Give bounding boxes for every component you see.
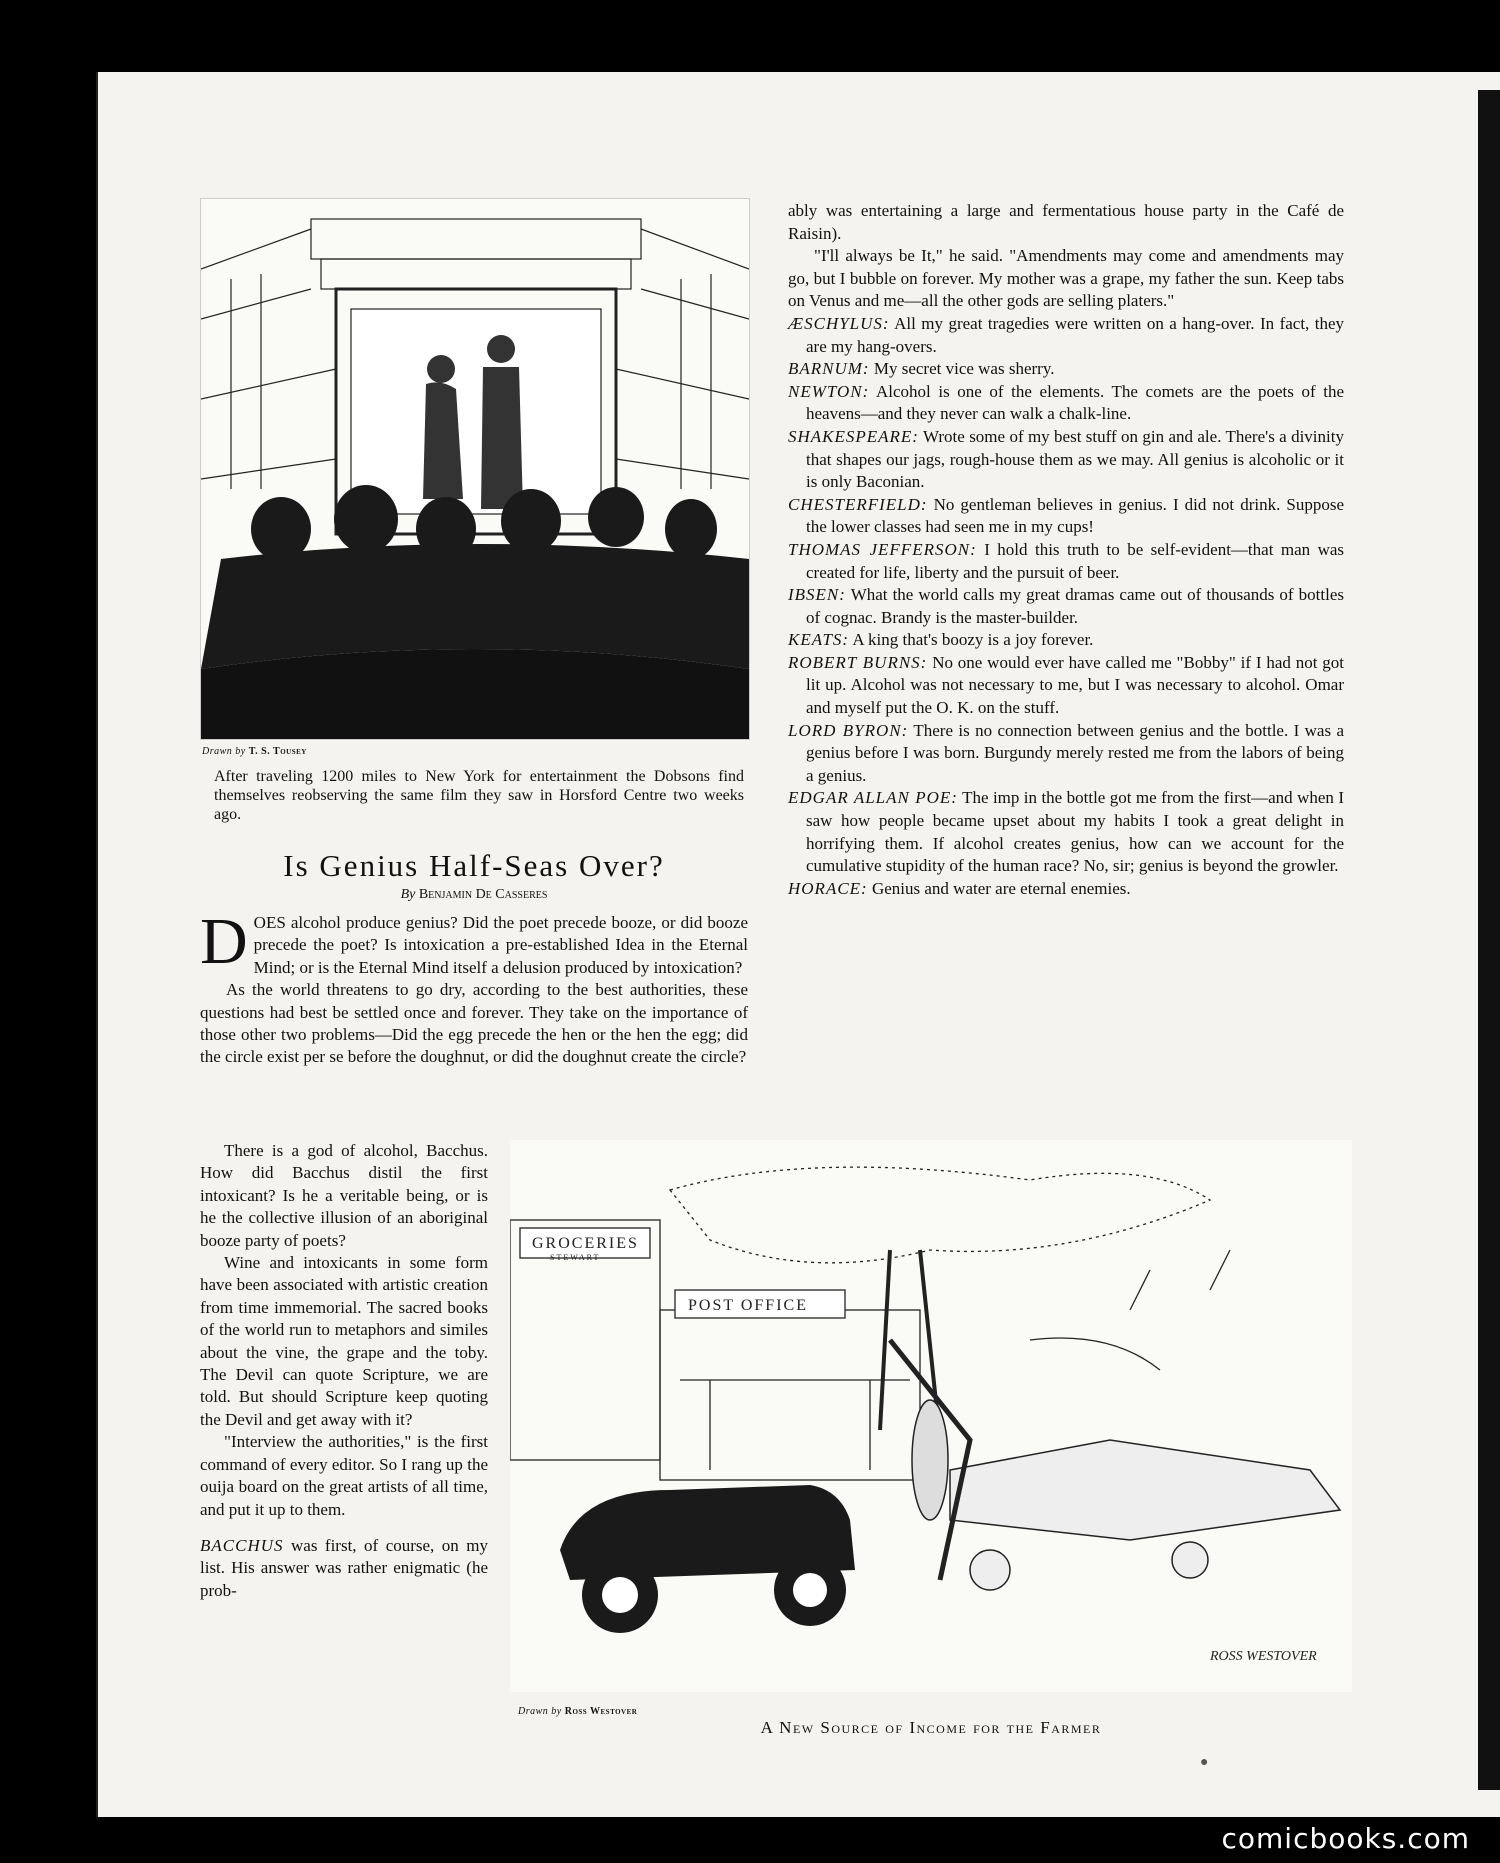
- farmer-illustration: [510, 1140, 1352, 1692]
- top-illustration-credit: Drawn by T. S. Tousey: [202, 746, 307, 757]
- bottom-illustration-credit: Drawn by Ross Westover: [518, 1706, 638, 1717]
- entry-text: The imp in the bottle got me from the first—and when I saw how people became upset about my habits I took a great delight in horrifying them. If alcohol creates genius, how can we account for the cumulative stupidity of the human race? No, sir; genius is beyond the growler.: [806, 788, 1344, 876]
- grocery-sign-sub: STEWART: [550, 1253, 601, 1262]
- entry-text: Genius and water are eternal enemies.: [871, 878, 1131, 898]
- interview-entry: [788, 426, 1344, 494]
- interview-entry: [788, 584, 1344, 629]
- entry-text: No gentleman believes in genius. I did not drink. Suppose the lower classes had seen me in my cups!: [806, 494, 1344, 537]
- bacchus-quote: "I'll always be It," he said. "Amendments may come and amendments may go, but I bubble on forever. My mother was a grape, my father the sun. Keep tabs on Venus and me—all the other gods are selling platers.": [788, 246, 1344, 311]
- entry-speaker: HORACE:: [788, 878, 868, 898]
- entry-speaker: LORD BYRON:: [788, 720, 909, 740]
- entry-speaker: KEATS:: [788, 630, 850, 650]
- interview-entries: [788, 313, 1344, 900]
- entry-text: Wrote some of my best stuff on gin and ale. There's a divinity that shapes our jags, rough-house them as we may. All genius is alcoholic or it is only Baconian.: [806, 426, 1344, 492]
- entry-text: What the world calls my great dramas came out of thousands of bottles of cognac. Brandy is the master-builder.: [806, 585, 1344, 627]
- entry-speaker: CHESTERFIELD:: [788, 494, 928, 514]
- paragraph-3: There is a god of alcohol, Bacchus. How did Bacchus distil the first intoxicant? Is he a veritable being, or is he the collective illusion of an aboriginal booze party of poets?: [200, 1141, 488, 1250]
- interview-entry: [788, 652, 1344, 720]
- post-office-sign: POST OFFICE: [688, 1297, 808, 1314]
- interview-entry: [788, 381, 1344, 426]
- entry-text: No one would ever have called me "Bobby" if I had not got lit up. Alcohol was not necessary to me, but I was necessary to alcohol. Omar and myself put the O. K. on the stuff.: [806, 652, 1344, 718]
- entry-speaker: IBSEN:: [788, 585, 846, 605]
- article-byline: By Benjamin De Casseres: [400, 887, 548, 902]
- article-right-column: [788, 200, 1344, 900]
- entry-speaker: SHAKESPEARE:: [788, 426, 919, 446]
- paragraph-2: As the world threatens to go dry, according to the best authorities, these questions had best be settled once and forever. They take on the importance of those other two problems—Did the egg precede the hen or the hen the egg; did the circle exist per se before the doughnut, or did the doughnut create the circle?: [200, 980, 748, 1067]
- bottom-illustration-caption: A New Source of Income for the Farmer: [760, 1718, 1102, 1737]
- interview-entry: [788, 358, 1344, 381]
- bacchus-entry: BACCHUS was first, of course, on my list. His answer was rather enigmatic (he prob-: [200, 1535, 489, 1600]
- entry-text: My secret vice was sherry.: [873, 359, 1055, 379]
- artist-signature: ROSS WESTOVER: [1210, 1649, 1317, 1664]
- theater-illustration: [200, 198, 750, 740]
- entry-speaker: BARNUM:: [788, 359, 870, 379]
- entry-text: A king that's boozy is a joy forever.: [852, 630, 1094, 650]
- top-illustration-caption: After traveling 1200 miles to New York for entertainment the Dobsons find themselves reobserving the same film they saw in Horsford Centre two weeks ago.: [214, 768, 744, 823]
- drop-cap: D: [200, 905, 248, 978]
- entry-speaker: ÆSCHYLUS:: [788, 313, 890, 333]
- theater-drawing: [201, 199, 749, 739]
- entry-speaker: ROBERT BURNS:: [788, 652, 928, 672]
- paragraph-1: DOES alcohol produce genius? Did the poet precede booze, or did booze precede the poet? Is intoxication a pre-established Idea in the Eternal Mind; or is the Eternal Mind itself a delusion produced by intoxication?: [200, 905, 748, 978]
- interview-entry: [788, 539, 1344, 584]
- entry-speaker: EDGAR ALLAN POE:: [788, 788, 958, 808]
- entry-text: I hold this truth to be self-evident—that man was created for life, liberty and the pursuit of beer.: [806, 539, 1345, 582]
- interview-entry: [788, 878, 1344, 901]
- interview-entry: [788, 494, 1344, 539]
- interview-entry: [788, 787, 1344, 877]
- article-title: Is Genius Half-Seas Over?: [283, 848, 665, 883]
- paragraph-5: "Interview the authorities," is the first command of every editor. So I rang up the ouija board on the great artists of all time, and put it up to them.: [200, 1432, 488, 1519]
- page-mark: ●: [1200, 1755, 1209, 1770]
- entry-text: All my great tragedies were written on a hang-over. In fact, they are my hang-overs.: [806, 313, 1345, 356]
- entry-speaker: NEWTON:: [788, 381, 870, 401]
- page-edge-shadow: [1478, 90, 1500, 1790]
- entry-text: Alcohol is one of the elements. The comets are the poets of the heavens—and they never can walk a chalk-line.: [806, 381, 1345, 424]
- interview-entry: [788, 629, 1344, 652]
- interview-entry: [788, 313, 1344, 358]
- article-intro: [200, 905, 748, 1069]
- watermark: comicbooks.com: [1221, 1822, 1470, 1855]
- bacchus-continuation: ably was entertaining a large and fermentatious house party in the Café de Raisin).: [788, 201, 1344, 243]
- farmer-drawing: [510, 1140, 1352, 1692]
- article-narrow-column: [200, 1140, 488, 1602]
- grocery-sign: GROCERIES: [532, 1235, 639, 1252]
- paragraph-4: Wine and intoxicants in some form have been associated with artistic creation from time immemorial. The sacred books of the world run to metaphors and similes about the vine, the grape and the toby. The Devil can quote Scripture, we are told. But should Scripture keep quoting the Devil and get away with it?: [200, 1253, 488, 1429]
- interview-entry: [788, 720, 1344, 788]
- entry-speaker: THOMAS JEFFERSON:: [788, 539, 977, 559]
- entry-text: There is no connection between genius and the bottle. I was a genius before I was born. Burgundy merely rested me from the labors of being a genius.: [806, 720, 1344, 785]
